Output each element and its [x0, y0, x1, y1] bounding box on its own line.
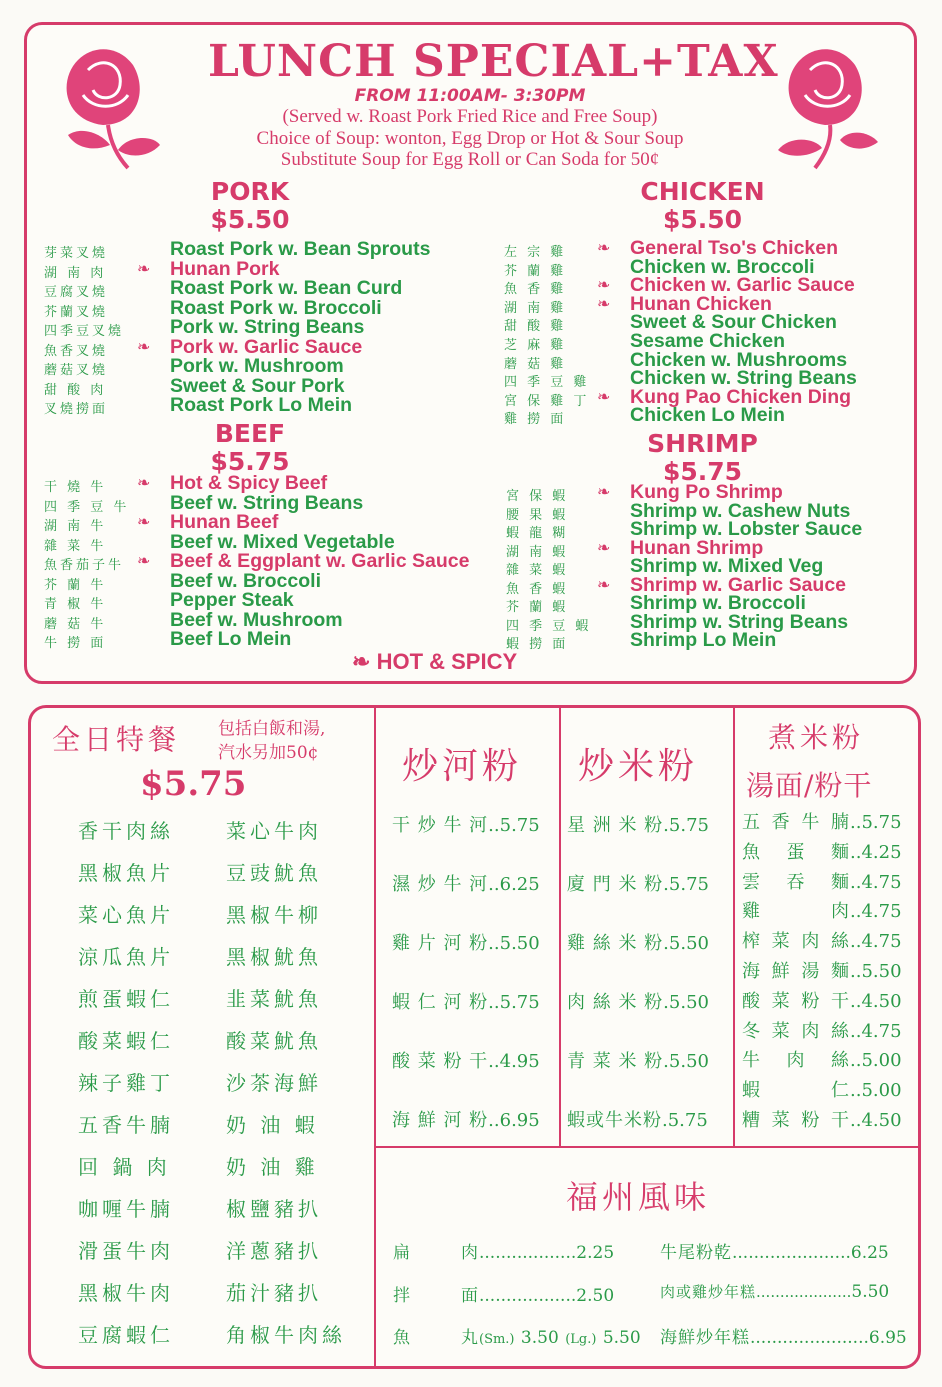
fuzhou-r2-price: 5.50 [851, 1282, 890, 1302]
allday-right-item: 椒鹽豬扒 [226, 1197, 322, 1221]
zhumifen-item [742, 1106, 902, 1132]
hot-pepper-icon: ❧ [597, 238, 611, 257]
shrimp-item-cn: 雜 菜 蝦 [506, 563, 569, 578]
allday-left-item: 辣子雞丁 [78, 1071, 174, 1095]
chaohefen-item [392, 1047, 540, 1073]
allday-left-item: 酸菜蝦仁 [78, 1029, 174, 1053]
chaohefen-item-price: ..6.95 [488, 1110, 540, 1131]
shrimp-item-cn: 蝦 撈 面 [506, 637, 569, 652]
chicken-item-cn: 四 季 豆 雞 [504, 375, 590, 391]
fuzhou-row-1 [393, 1238, 614, 1263]
zhumifen-item-price: ..4.50 [850, 990, 902, 1012]
fuzhou-right-2 [660, 1281, 889, 1302]
allday-note-2: 汽水另加50¢ [218, 743, 319, 763]
chaomifen-item [567, 1106, 708, 1132]
zhumifen-item [742, 1076, 902, 1102]
hours-text: FROM 11:00AM- 3:30PM [354, 86, 586, 106]
fuzhou-right-3 [660, 1323, 907, 1348]
beef-item-name: Beef & Eggplant w. Garlic Sauce [170, 550, 470, 572]
pork-item-name: Pork w. String Beans [170, 316, 365, 338]
zhumifen-item-name: 五 香 牛 腩 [742, 812, 850, 833]
allday-right-item: 洋蔥豬扒 [226, 1239, 322, 1263]
pork-item-cn: 四季豆叉燒 [44, 324, 125, 339]
chaomifen-item-name: 肉 絲 米 粉 [567, 992, 664, 1013]
beef-item-cn: 干 燒 牛 [44, 480, 107, 495]
beef-item-cn: 湖 南 牛 [44, 519, 107, 534]
fuzhou-row-2 [393, 1281, 614, 1306]
chaohefen-item-name: 雞 片 河 粉 [392, 933, 489, 954]
hot-spicy-legend [352, 649, 517, 675]
pork-title: PORK [210, 177, 290, 206]
allday-price: $5.75 [140, 764, 247, 804]
chaohefen-item [392, 929, 540, 955]
allday-left-item: 滑蛋牛肉 [78, 1239, 174, 1263]
shrimp-item-name: Shrimp w. Broccoli [630, 592, 806, 614]
chaohefen-item-price: ..5.50 [488, 933, 540, 954]
chaomifen-item-price: .5.50 [663, 1051, 709, 1072]
chaomifen-item [567, 988, 709, 1014]
shrimp-item-name: Shrimp w. Mixed Veg [630, 555, 824, 577]
divider-fuzhou [374, 1146, 918, 1148]
hot-pepper-icon: ❧ [137, 258, 151, 278]
shrimp-title: SHRIMP [647, 429, 758, 458]
shrimp-item-cn: 蝦 龍 糊 [506, 526, 569, 541]
zhumifen-item-price: ..5.00 [850, 1050, 902, 1072]
beef-item-name: Beef w. Mixed Vegetable [170, 530, 395, 553]
pork-item-name: Pork w. Garlic Sauce [170, 335, 363, 358]
shrimp-heading [630, 430, 775, 486]
hot-pepper-icon: ❧ [597, 386, 611, 406]
zhumifen-item-price: ..5.75 [850, 812, 902, 833]
chaomifen-item-price: .5.50 [663, 992, 709, 1013]
zhumifen-item-price: ..4.25 [850, 841, 902, 863]
chicken-item-name: Chicken Lo Mein [630, 404, 785, 427]
hot-pepper-icon: ❧ [597, 275, 611, 295]
chaomifen-item [567, 1047, 709, 1073]
zhumifen-item-name: 牛 肉 絲 [742, 1050, 850, 1072]
chaomifen-item-name: 廈 門 米 粉 [567, 874, 664, 895]
chaohefen-item-name: 干 炒 牛 河 [392, 815, 489, 836]
fuzhou-2-price: 2.50 [576, 1286, 615, 1306]
chaohefen-item-name: 酸 菜 粉 干 [392, 1051, 489, 1072]
chicken-item-cn: 甜 酸 雞 [504, 319, 567, 335]
right-rose-illustration [770, 40, 890, 170]
chaomifen-item [567, 811, 709, 837]
fuzhou-right-1 [660, 1238, 889, 1263]
chaohefen-item [392, 988, 540, 1014]
allday-left-item: 豆腐蝦仁 [78, 1323, 174, 1347]
beef-item-name: Beef w. String Beans [170, 491, 364, 514]
beef-item-name: Hot & Spicy Beef [170, 472, 328, 494]
chicken-heading [620, 178, 785, 234]
zhumifen-item-name: 糟 菜 粉 干 [742, 1110, 850, 1131]
allday-title: 全日特餐 [52, 723, 181, 756]
fuzhou-3-a: 魚 [393, 1328, 411, 1348]
beef-item-name: Beef w. Mushroom [170, 608, 343, 631]
pork-item-name: Sweet & Sour Pork [170, 374, 345, 397]
zhumifen-item [742, 1046, 902, 1072]
beef-price: $5.75 [210, 447, 290, 476]
fuzhou-1-b: 肉 [461, 1243, 479, 1263]
allday-right-item: 韭菜魷魚 [226, 987, 322, 1011]
divider-mifen [733, 708, 735, 1146]
chaomifen-item [567, 870, 709, 896]
chicken-item-cn: 蘑 菇 雞 [504, 356, 567, 372]
shrimp-item-name: Shrimp Lo Mein [630, 629, 777, 651]
chaohefen-item [392, 811, 540, 837]
beef-title: BEEF [214, 419, 286, 448]
allday-note-1: 包括白飯和湯, [218, 719, 326, 739]
hot-pepper-icon: ❧ [137, 512, 151, 531]
zhumifen-item [742, 957, 902, 983]
fuzhou-3-smprice: 3.50 [520, 1328, 559, 1348]
shrimp-item-name: Shrimp w. Garlic Sauce [630, 573, 847, 596]
zhumifen-title: 煮米粉 [768, 721, 865, 754]
zhumifen-item [742, 1017, 902, 1043]
beef-item-cn: 牛 撈 面 [44, 636, 107, 651]
zhumifen-item-price: ..4.75 [850, 1020, 902, 1042]
zhumifen-item-name: 魚 蛋 麵 [742, 841, 850, 863]
beef-heading [180, 420, 320, 476]
fuzhou-r3-price: 6.95 [868, 1328, 907, 1348]
chicken-item-cn: 魚 香 雞 [504, 282, 567, 298]
beef-item-cn: 蘑 菇 牛 [44, 616, 107, 632]
zhumifen-item-name: 雲 吞 麵 [742, 871, 850, 893]
chicken-item-cn: 芥 蘭 雞 [504, 263, 567, 279]
allday-right-item: 奶 油 雞 [226, 1155, 319, 1179]
chicken-item-name: Kung Pao Chicken Ding [630, 385, 852, 408]
beef-item-cn: 四 季 豆 牛 [44, 499, 130, 515]
shrimp-item-name: Shrimp w. Cashew Nuts [630, 499, 851, 522]
fuzhou-3-sm: (Sm.) [479, 1332, 515, 1347]
zhumifen-item-name: 蝦 仁 [742, 1080, 850, 1102]
zhumifen-item-price: ..5.00 [850, 1080, 902, 1102]
shrimp-item-name: Shrimp w. Lobster Sauce [630, 518, 863, 540]
allday-left-item: 黑椒魚片 [78, 861, 174, 885]
chicken-item-name: General Tso's Chicken [630, 237, 839, 259]
allday-left-item: 回 鍋 肉 [78, 1155, 171, 1179]
fuzhou-r1-price: 6.25 [850, 1243, 889, 1263]
chicken-item-cn: 芝 麻 雞 [504, 338, 567, 353]
zhumifen-item [742, 868, 902, 894]
left-rose-illustration [48, 40, 168, 170]
pork-item-cn: 湖 南 肉 [44, 265, 107, 281]
pork-item-cn: 豆腐叉燒 [44, 285, 109, 300]
zhumifen-item-name: 冬 菜 肉 絲 [742, 1020, 850, 1042]
pork-item-name: Hunan Pork [170, 257, 280, 280]
allday-left-item: 菜心魚片 [78, 903, 174, 927]
pork-item-cn: 甜 酸 肉 [44, 382, 107, 398]
chaohefen-item-price: ..5.75 [488, 815, 540, 836]
fuzhou-title: 福州風味 [566, 1178, 711, 1216]
allday-left-item: 香干肉絲 [78, 819, 174, 843]
zhumifen-item-name: 海 鮮 湯 麵 [742, 961, 850, 982]
shrimp-item-cn: 腰 果 蝦 [506, 507, 569, 523]
zhumifen-item-price: ..4.75 [850, 871, 902, 893]
chaomifen-item-price: .5.75 [662, 1110, 708, 1131]
chicken-title: CHICKEN [640, 177, 765, 206]
allday-left-item: 咖喱牛腩 [78, 1197, 174, 1221]
allday-left-item: 煎蛋蝦仁 [78, 987, 174, 1011]
hot-pepper-icon: ❧ [597, 574, 611, 594]
pork-item-cn: 芥蘭叉燒 [44, 304, 109, 320]
chaomifen-item-price: .5.75 [663, 874, 709, 895]
beef-item-cn: 青 椒 牛 [44, 597, 107, 612]
beef-item-cn: 魚香茄子牛 [44, 558, 125, 573]
shrimp-item-cn: 芥 蘭 蝦 [506, 600, 569, 615]
allday-left-item: 黑椒牛肉 [78, 1281, 174, 1305]
allday-right-item: 茄汁豬扒 [226, 1281, 322, 1305]
pork-item-name: Roast Pork w. Bean Curd [170, 277, 403, 299]
fuzhou-r1-dots: ...................... [732, 1243, 851, 1263]
chicken-item-name: Chicken w. String Beans [630, 367, 857, 390]
chicken-price: $5.50 [662, 205, 743, 234]
divider-hefen [559, 708, 561, 1146]
allday-right-item: 豆豉魷魚 [226, 861, 322, 885]
zhumifen-item [742, 987, 902, 1013]
pork-item-name: Roast Pork w. Broccoli [170, 296, 382, 319]
chaomifen-item-name: 星 洲 米 粉 [567, 815, 664, 836]
fuzhou-1-a: 扁 [393, 1243, 411, 1263]
chicken-item-name: Hunan Chicken [630, 292, 772, 315]
fuzhou-1-price: 2.25 [576, 1243, 615, 1263]
page-title: LUNCH SPECIAL+TAX [208, 36, 779, 87]
divider-allday [374, 708, 376, 1366]
chicken-item-name: Sesame Chicken [630, 330, 786, 352]
hot-pepper-icon: ❧ [597, 537, 611, 557]
chaohefen-item-name: 濕 炒 牛 河 [392, 874, 489, 895]
shrimp-item-name: Shrimp w. String Beans [630, 610, 849, 633]
pork-item-name: Roast Pork w. Bean Sprouts [170, 238, 431, 260]
beef-item-name: Beef Lo Mein [170, 628, 292, 650]
shrimp-item-cn: 魚 香 蝦 [506, 581, 569, 597]
allday-right-item: 酸菜魷魚 [226, 1029, 322, 1053]
soup-choice-note: Choice of Soup: wonton, Egg Drop or Hot & Sour Soup [256, 128, 684, 149]
hot-pepper-icon: ❧ [597, 293, 611, 313]
allday-right-item: 奶 油 蝦 [226, 1113, 319, 1137]
shrimp-item-name: Kung Po Shrimp [630, 481, 783, 503]
allday-right-item: 黑椒牛柳 [226, 903, 322, 927]
chicken-item-name: Chicken w. Broccoli [630, 255, 815, 278]
chaohefen-item-price: ..4.95 [488, 1051, 540, 1072]
allday-right-item: 菜心牛肉 [226, 819, 322, 843]
pork-item-name: Roast Pork Lo Mein [170, 394, 353, 416]
hot-pepper-icon: ❧ [137, 551, 151, 570]
chicken-item-cn: 雞 撈 面 [504, 412, 567, 428]
chaohefen-item-price: ..5.75 [488, 992, 540, 1013]
fuzhou-r2-name: 肉或雞炒年糕 [660, 1283, 757, 1301]
beef-item-name: Pepper Steak [170, 589, 294, 611]
chicken-item-cn: 左 宗 雞 [504, 245, 567, 260]
shrimp-item-cn: 宮 保 蝦 [506, 489, 569, 504]
hot-pepper-icon: ❧ [597, 482, 611, 501]
fuzhou-1-dots: .................. [479, 1243, 577, 1263]
chicken-item-name: Chicken w. Garlic Sauce [630, 274, 855, 297]
pork-item-cn: 叉燒撈面 [44, 402, 109, 417]
beef-item-cn: 芥 蘭 牛 [44, 577, 107, 593]
fuzhou-2-dots: .................. [479, 1286, 577, 1306]
beef-item-cn: 雜 菜 牛 [44, 538, 107, 554]
fuzhou-r3-dots: ...................... [750, 1328, 869, 1348]
chaohefen-title: 炒河粉 [402, 746, 523, 787]
allday-right-item: 角椒牛肉絲 [226, 1323, 346, 1347]
fuzhou-3-b: 丸 [461, 1328, 479, 1348]
chaohefen-item [392, 1106, 540, 1132]
pork-item-name: Pork w. Mushroom [170, 355, 344, 377]
allday-right-item: 沙茶海鮮 [226, 1071, 322, 1095]
pork-heading [180, 178, 320, 234]
beef-item-name: Beef w. Broccoli [170, 569, 321, 592]
chaohefen-item-price: ..6.25 [488, 874, 540, 895]
pork-price: $5.50 [210, 205, 290, 234]
chaomifen-item-name: 蝦或牛米粉 [567, 1110, 662, 1131]
hot-pepper-icon: ❧ [137, 473, 151, 492]
shrimp-item-name: Hunan Shrimp [630, 536, 764, 559]
zhumifen-item-name: 榨 菜 肉 絲 [742, 931, 850, 953]
fuzhou-r1-name: 牛尾粉乾 [660, 1243, 732, 1263]
hot-pepper-icon: ❧ [352, 649, 371, 674]
zhumifen-item [742, 808, 902, 834]
zhumifen-item [742, 927, 902, 953]
shrimp-item-cn: 湖 南 蝦 [506, 544, 569, 560]
allday-left-item: 涼瓜魚片 [78, 945, 174, 969]
zhumifen-item-name: 酸 菜 粉 干 [742, 990, 850, 1012]
fuzhou-2-b: 面 [461, 1286, 479, 1306]
zhumifen-item-price: ..4.75 [850, 931, 902, 953]
chicken-item-name: Chicken w. Mushrooms [630, 348, 848, 371]
chaohefen-item [392, 870, 540, 896]
served-with-note: (Served w. Roast Pork Fried Rice and Free Soup) [282, 106, 658, 127]
chaomifen-item [567, 929, 709, 955]
fuzhou-row-3 [393, 1323, 641, 1348]
zhumifen-item [742, 838, 902, 864]
shrimp-item-cn: 四 季 豆 蝦 [506, 618, 592, 634]
beef-item-name: Hunan Beef [170, 511, 279, 533]
chaomifen-item-name: 青 菜 米 粉 [567, 1051, 664, 1072]
chicken-item-cn: 湖 南 雞 [504, 300, 567, 316]
zhumifen-item-price: ..5.50 [850, 961, 902, 982]
chaomifen-item-price: .5.50 [663, 933, 709, 954]
pork-item-cn: 芽菜叉燒 [44, 246, 109, 261]
zhumifen-item-price: ..4.50 [850, 1110, 902, 1131]
fuzhou-r3-name: 海鮮炒年糕 [660, 1328, 750, 1348]
pork-item-cn: 蘑菇叉燒 [44, 363, 109, 378]
allday-right-item: 黑椒魷魚 [226, 945, 322, 969]
hot-pepper-icon: ❧ [137, 336, 151, 356]
fuzhou-r2-dots: .................... [756, 1283, 852, 1301]
allday-left-item: 五香牛腩 [78, 1113, 174, 1137]
chicken-item-name: Sweet & Sour Chicken [630, 311, 837, 334]
fuzhou-3-lgprice: 5.50 [602, 1328, 641, 1348]
shrimp-price: $5.75 [662, 457, 743, 486]
chaohefen-item-name: 蝦 仁 河 粉 [392, 992, 489, 1013]
zhumifen-item-name: 雞 肉 [742, 901, 850, 923]
chaomifen-title: 炒米粉 [578, 746, 699, 787]
chaohefen-item-name: 海 鮮 河 粉 [392, 1110, 489, 1131]
chicken-item-cn: 宮 保 雞 丁 [504, 393, 590, 409]
chaomifen-item-price: .5.75 [663, 815, 709, 836]
hot-spicy-label: HOT & SPICY [376, 649, 518, 674]
pork-item-cn: 魚香叉燒 [44, 343, 109, 359]
tangmian-title: 湯面/粉干 [746, 769, 873, 802]
fuzhou-2-a: 拌 [393, 1286, 411, 1306]
zhumifen-item [742, 897, 902, 923]
fuzhou-3-lg: (Lg.) [565, 1332, 597, 1347]
chaomifen-item-name: 雞 絲 米 粉 [567, 933, 664, 954]
zhumifen-item-price: ..4.75 [850, 901, 902, 923]
substitute-note: Substitute Soup for Egg Roll or Can Soda for 50¢ [280, 149, 660, 170]
